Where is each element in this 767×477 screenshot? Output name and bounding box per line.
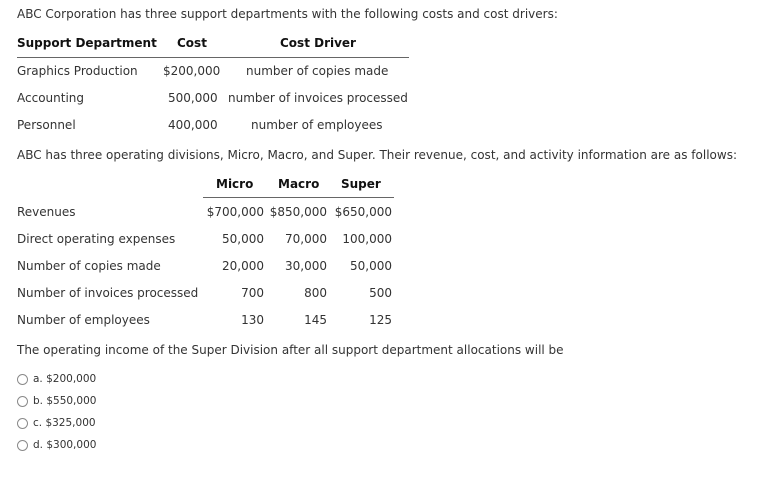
option-c[interactable] bbox=[17, 417, 96, 429]
cell-micro: 50,000 bbox=[222, 232, 264, 246]
option-label: d. $300,000 bbox=[33, 439, 97, 451]
row-cost: $200,000 bbox=[163, 64, 221, 78]
intro-text: ABC Corporation has three support departments with the following costs and cost drivers: bbox=[17, 7, 558, 21]
header-divider bbox=[17, 57, 409, 58]
cell-macro: 70,000 bbox=[285, 232, 327, 246]
radio-button[interactable] bbox=[17, 418, 28, 429]
cell-micro: 130 bbox=[241, 313, 264, 327]
header-divider bbox=[203, 197, 394, 198]
row-label: Revenues bbox=[17, 205, 76, 219]
row-driver: number of copies made bbox=[246, 64, 389, 78]
cell-super: 50,000 bbox=[350, 259, 392, 273]
cell-micro: 700 bbox=[241, 286, 264, 300]
row-label: Accounting bbox=[17, 91, 85, 105]
row-cost: 500,000 bbox=[168, 91, 218, 105]
question-text: The operating income of the Super Division after all support department allocations will be bbox=[17, 343, 564, 357]
option-label: c. $325,000 bbox=[33, 417, 96, 429]
row-label: Direct operating expenses bbox=[17, 232, 176, 246]
row-driver: number of employees bbox=[251, 118, 383, 132]
header-macro: Macro bbox=[278, 177, 320, 191]
cell-macro: 30,000 bbox=[285, 259, 327, 273]
option-label: b. $550,000 bbox=[33, 395, 97, 407]
radio-button[interactable] bbox=[17, 440, 28, 451]
row-driver: number of invoices processed bbox=[228, 91, 408, 105]
row-label: Number of employees bbox=[17, 313, 150, 327]
row-label: Graphics Production bbox=[17, 64, 138, 78]
option-label: a. $200,000 bbox=[33, 373, 97, 385]
cell-micro: $700,000 bbox=[206, 205, 264, 219]
option-a[interactable] bbox=[17, 373, 96, 385]
cell-macro: 800 bbox=[304, 286, 327, 300]
cell-super: 100,000 bbox=[342, 232, 392, 246]
row-label: Personnel bbox=[17, 118, 76, 132]
cell-super: 500 bbox=[369, 286, 392, 300]
row-label: Number of invoices processed bbox=[17, 286, 199, 300]
divisions-intro-text: ABC has three operating divisions, Micro, Macro, and Super. Their revenue, cost, and activity information are as follows: bbox=[17, 148, 737, 162]
cell-micro: 20,000 bbox=[222, 259, 264, 273]
radio-button[interactable] bbox=[17, 396, 28, 407]
header-super: Super bbox=[341, 177, 381, 191]
option-d[interactable] bbox=[17, 439, 96, 451]
option-b[interactable] bbox=[17, 395, 96, 407]
cell-super: 125 bbox=[369, 313, 392, 327]
header-support-department: Support Department bbox=[17, 36, 157, 50]
cell-super: $650,000 bbox=[334, 205, 392, 219]
radio-button[interactable] bbox=[17, 374, 28, 385]
cell-macro: $850,000 bbox=[269, 205, 327, 219]
row-cost: 400,000 bbox=[168, 118, 218, 132]
header-cost-driver: Cost Driver bbox=[280, 36, 356, 50]
header-micro: Micro bbox=[216, 177, 254, 191]
row-label: Number of copies made bbox=[17, 259, 161, 273]
header-cost: Cost bbox=[177, 36, 207, 50]
cell-macro: 145 bbox=[304, 313, 327, 327]
